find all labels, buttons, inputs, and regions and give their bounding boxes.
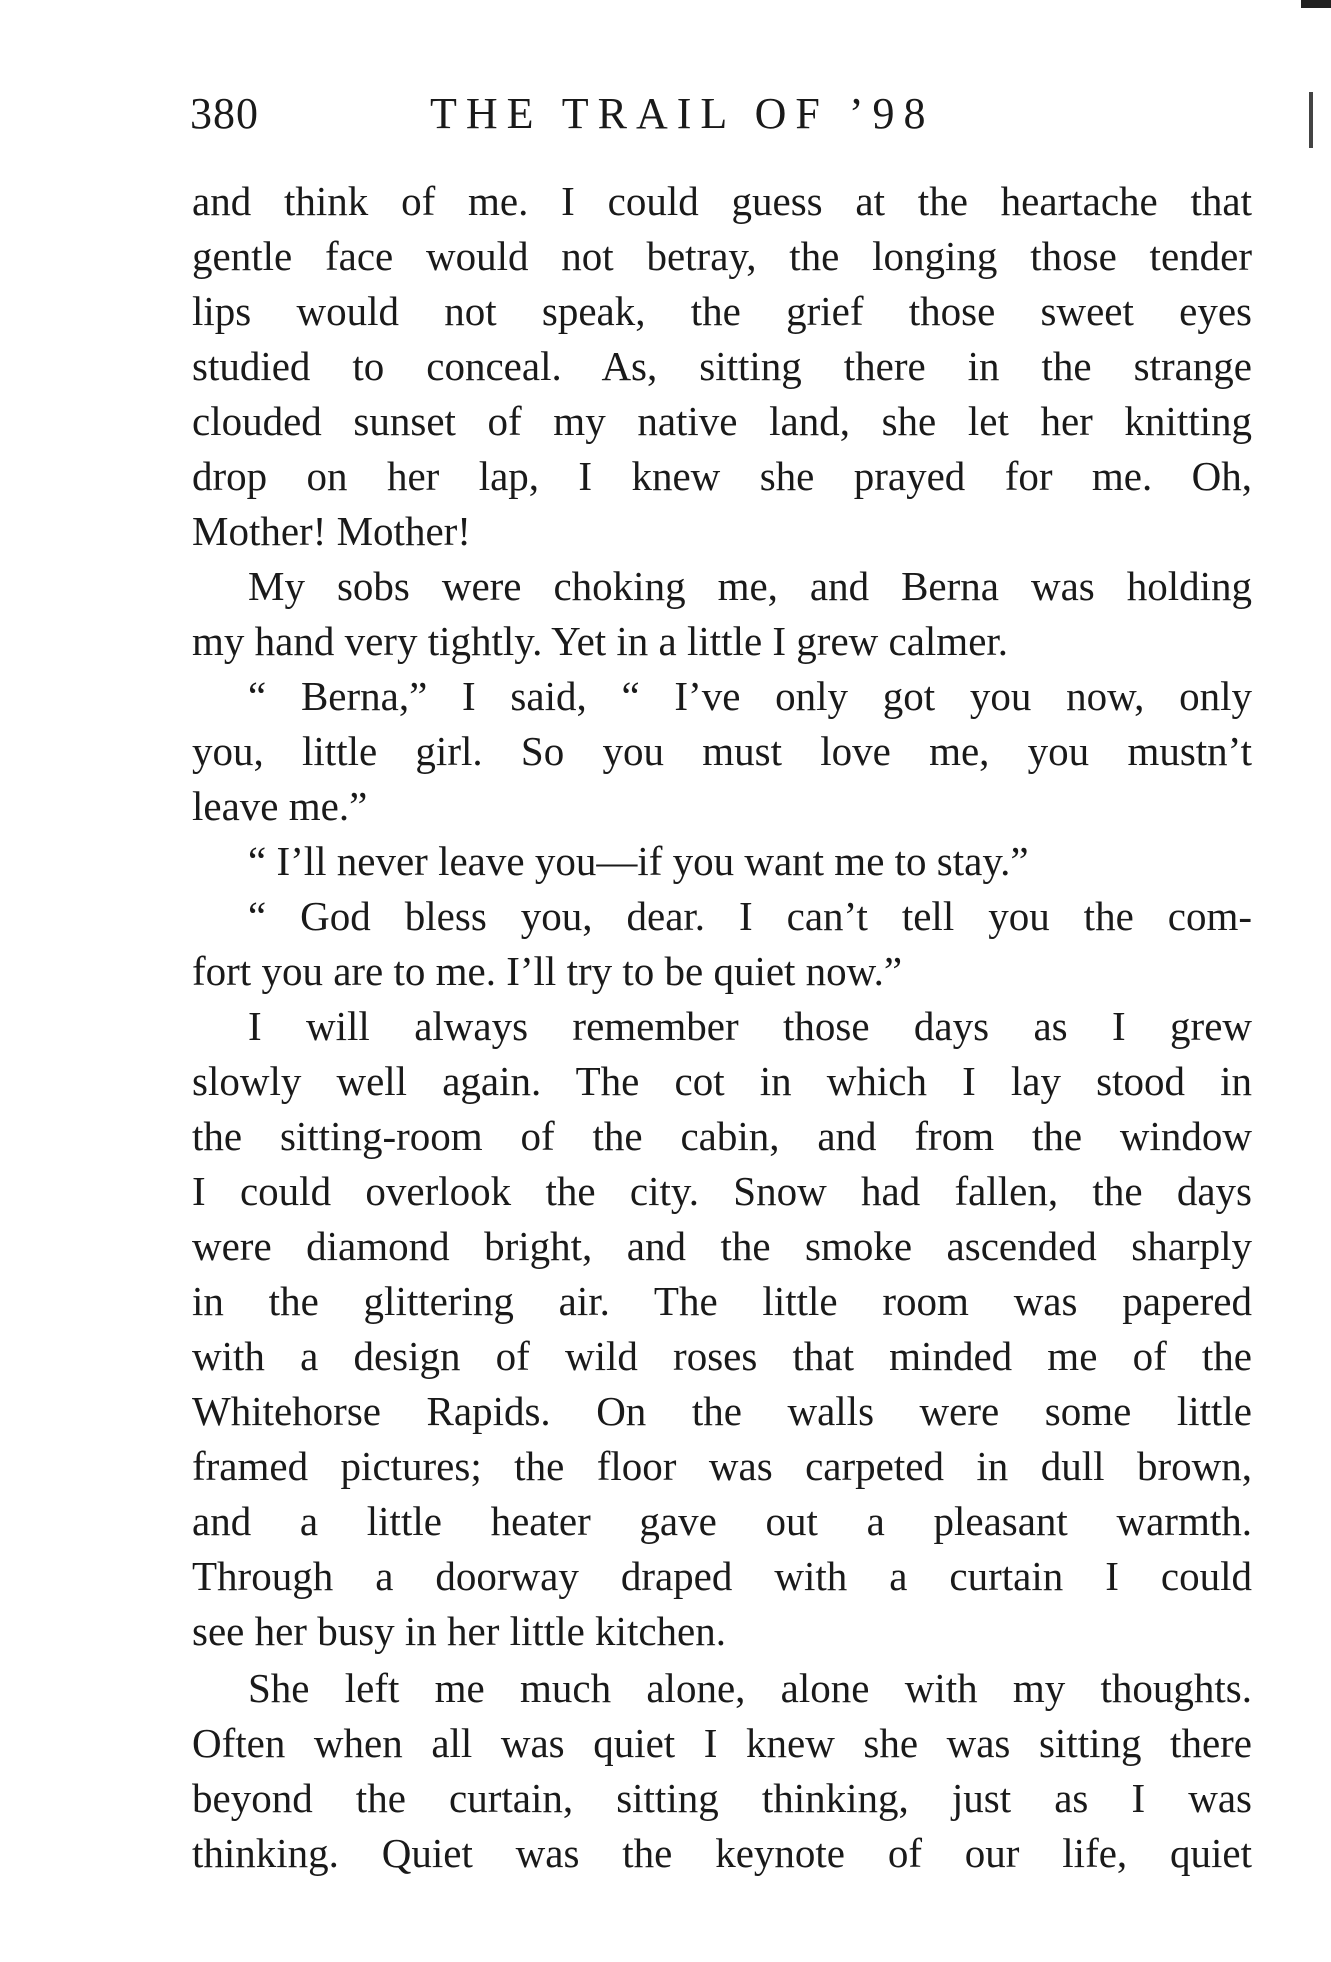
text-line: framed pictures; the floor was carpeted in dull brown, xyxy=(192,1443,1252,1489)
text-line: were diamond bright, and the smoke ascended sharply xyxy=(192,1223,1252,1269)
text-line: Whitehorse Rapids. On the walls were some little xyxy=(192,1388,1252,1434)
text-line: and think of me. I could guess at the heartache that xyxy=(192,178,1252,224)
running-title: THE TRAIL OF ’98 xyxy=(430,89,935,138)
text-line: with a design of wild roses that minded me of the xyxy=(192,1333,1252,1379)
text-line: thinking. Quiet was the keynote of our life, quiet xyxy=(192,1830,1252,1876)
text-line: gentle face would not betray, the longing those tender xyxy=(192,233,1252,279)
text-line: “ I’ll never leave you—if you want me to stay.” xyxy=(248,838,1029,884)
text-line: you, little girl. So you must love me, you mustn’t xyxy=(192,728,1252,774)
text-line: Through a doorway draped with a curtain I could xyxy=(192,1553,1252,1599)
text-line: My sobs were choking me, and Berna was holding xyxy=(248,563,1252,609)
text-line: Mother! Mother! xyxy=(192,508,471,554)
text-line: “ God bless you, dear. I can’t tell you the com- xyxy=(248,893,1252,939)
page-header xyxy=(190,88,1250,148)
text-line: Often when all was quiet I knew she was sitting there xyxy=(192,1720,1252,1766)
text-line: She left me much alone, alone with my thoughts. xyxy=(248,1665,1252,1711)
text-line: “ Berna,” I said, “ I’ve only got you now, only xyxy=(248,673,1252,719)
page-edge-bar xyxy=(1309,92,1313,148)
text-line: leave me.” xyxy=(192,783,368,829)
text-line: beyond the curtain, sitting thinking, just as I was xyxy=(192,1775,1252,1821)
text-line: lips would not speak, the grief those sweet eyes xyxy=(192,288,1252,334)
page-edge-mark xyxy=(1301,0,1331,8)
text-line: studied to conceal. As, sitting there in the strange xyxy=(192,343,1252,389)
text-line: I could overlook the city. Snow had fallen, the days xyxy=(192,1168,1252,1214)
text-line: see her busy in her little kitchen. xyxy=(192,1608,726,1654)
text-line: clouded sunset of my native land, she let her knitting xyxy=(192,398,1252,444)
text-line: the sitting-room of the cabin, and from the window xyxy=(192,1113,1252,1159)
text-line: I will always remember those days as I grew xyxy=(248,1003,1252,1049)
text-line: slowly well again. The cot in which I lay stood in xyxy=(192,1058,1252,1104)
body-text xyxy=(192,174,1252,1881)
text-line: fort you are to me. I’ll try to be quiet now.” xyxy=(192,948,903,994)
page-number: 380 xyxy=(190,89,259,138)
text-line: and a little heater gave out a pleasant warmth. xyxy=(192,1498,1252,1544)
text-line: in the glittering air. The little room was papered xyxy=(192,1278,1252,1324)
text-line: my hand very tightly. Yet in a little I grew calmer. xyxy=(192,618,1009,664)
text-line: drop on her lap, I knew she prayed for me. Oh, xyxy=(192,453,1252,499)
